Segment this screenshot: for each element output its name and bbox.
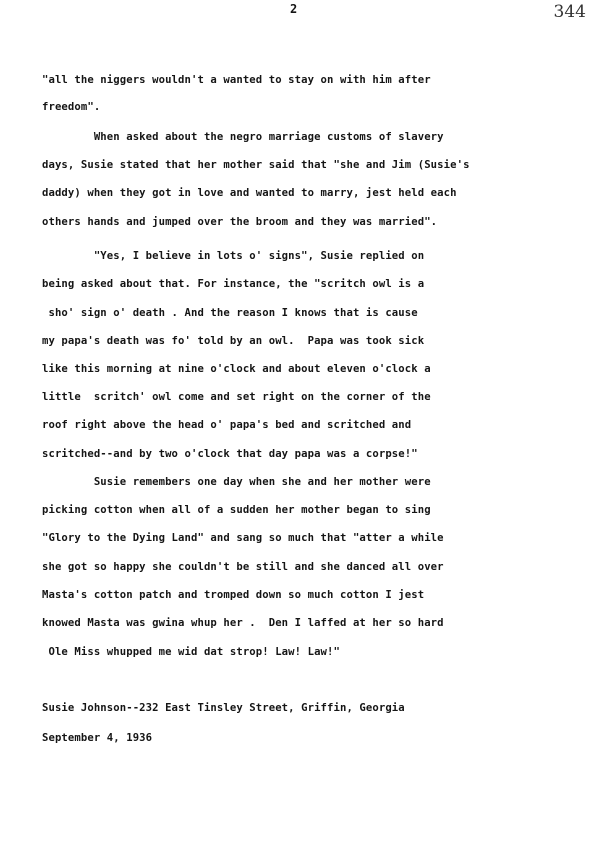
body-line: little scritch' owl come and set right on the corner of the [42, 391, 431, 403]
body-line: "all the niggers wouldn't a wanted to stay on with him after [42, 74, 431, 86]
body-line: sho' sign o' death . And the reason I knows that is cause [42, 307, 418, 319]
body-line: scritched--and by two o'clock that day papa was a corpse!" [42, 448, 418, 460]
body-line: my papa's death was fo' told by an owl. Papa was took sick [42, 335, 425, 347]
body-line: "Yes, I believe in lots o' signs", Susie replied on [42, 250, 425, 262]
body-line: daddy) when they got in love and wanted to marry, jest held each [42, 187, 457, 199]
body-line: roof right above the head o' papa's bed and scritched and [42, 419, 412, 431]
body-line: picking cotton when all of a sudden her mother began to sing [42, 504, 431, 516]
body-line: being asked about that. For instance, the "scritch owl is a [42, 278, 425, 290]
body-line: knowed Masta was gwina whup her . Den I laffed at her so hard [42, 617, 444, 629]
archive-stamp-number: 344 [553, 2, 586, 22]
page-number: 2 [290, 2, 298, 16]
interview-date-line: September 4, 1936 [42, 732, 153, 744]
body-line: like this morning at nine o'clock and about eleven o'clock a [42, 363, 431, 375]
body-line: days, Susie stated that her mother said that "she and Jim (Susie's [42, 159, 470, 171]
body-line: Masta's cotton patch and tromped down so much cotton I jest [42, 589, 425, 601]
body-line: she got so happy she couldn't be still and she danced all over [42, 561, 444, 573]
body-line: "Glory to the Dying Land" and sang so much that "atter a while [42, 532, 444, 544]
body-line: Susie remembers one day when she and her mother were [42, 476, 431, 488]
body-line: freedom". [42, 101, 101, 113]
body-line: When asked about the negro marriage customs of slavery [42, 131, 444, 143]
informant-address-line: Susie Johnson--232 East Tinsley Street, Griffin, Georgia [42, 702, 405, 714]
body-line: Ole Miss whupped me wid dat strop! Law! Law!" [42, 646, 340, 658]
body-line: others hands and jumped over the broom and they was married". [42, 216, 438, 228]
